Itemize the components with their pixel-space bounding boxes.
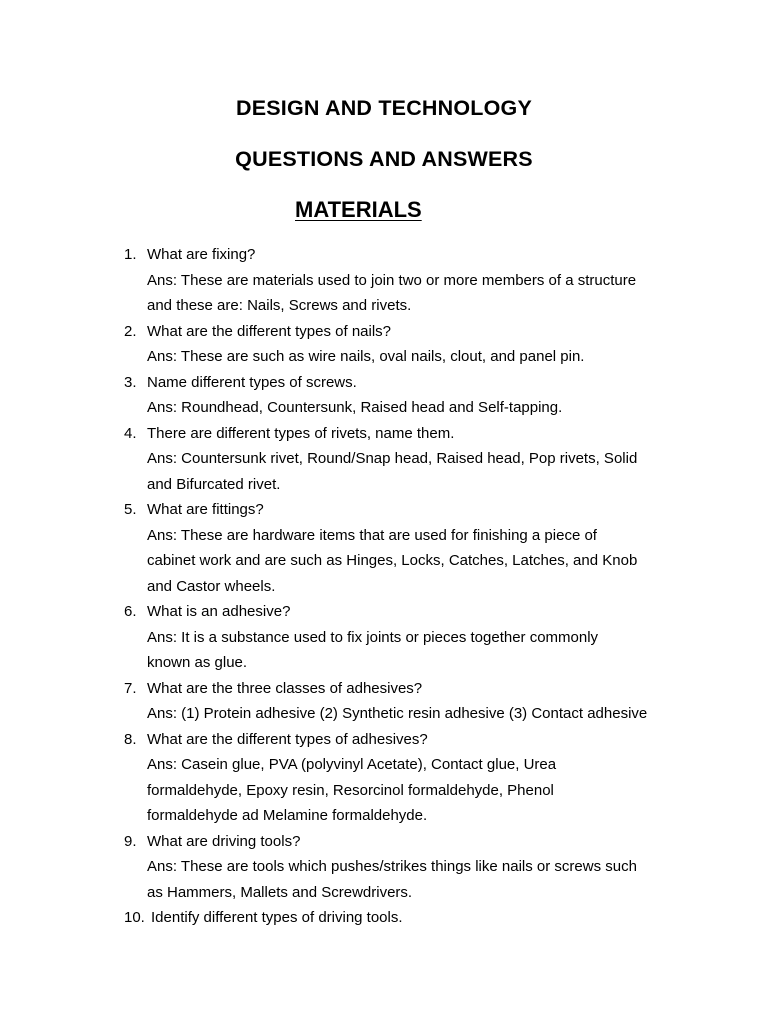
item-number: 5. [124, 501, 137, 518]
list-item [124, 727, 704, 829]
question-text: What are fittings? [147, 501, 264, 518]
list-item [124, 676, 704, 727]
question-text: What are the three classes of adhesives? [147, 679, 423, 697]
question-text: Name different types of screws. [147, 373, 357, 391]
item-number: 10. [124, 909, 145, 926]
answer-text: Ans: These are hardware items that are used for finishing a piece of cabinet work and are such as Hinges, Locks, Catches, Latches, and Knob and Castor wheels. [147, 526, 638, 595]
question-text: What are driving tools? [147, 832, 301, 850]
list-item [124, 242, 704, 319]
question-text: What are the different types of nails? [147, 322, 392, 340]
list-item [124, 319, 704, 370]
document-subtitle: QUESTIONS AND ANSWERS [235, 147, 533, 171]
question-text: What are fixing? [147, 246, 256, 263]
section-heading: MATERIALS [295, 197, 422, 222]
answer-text: Ans: (1) Protein adhesive (2) Synthetic resin adhesive (3) Contact adhesive [147, 705, 648, 722]
list-item [124, 421, 704, 498]
item-number: 2. [124, 322, 137, 340]
answer-text: Ans: These are materials used to join two or more members of a structure and these are: Nails, Screws and rivets. [147, 271, 637, 314]
question-text: What is an adhesive? [147, 603, 291, 620]
item-number: 8. [124, 730, 137, 748]
list-item [124, 829, 704, 906]
item-number: 1. [124, 246, 137, 263]
item-number: 7. [124, 679, 137, 697]
answer-text: Ans: Casein glue, PVA (polyvinyl Acetate), Contact glue, Urea formaldehyde, Epoxy resin, Resorcinol formaldehyde, Phenol formaldehyde ad Melamine formaldehyde. [147, 756, 557, 824]
item-number: 3. [124, 373, 137, 391]
answer-text: Ans: It is a substance used to fix joints or pieces together commonly known as glue. [147, 628, 599, 671]
answer-text: Ans: These are such as wire nails, oval nails, clout, and panel pin. [147, 348, 585, 365]
question-text: There are different types of rivets, name them. [147, 424, 455, 442]
answer-text: Ans: Roundhead, Countersunk, Raised head and Self-tapping. [147, 399, 563, 416]
item-number: 9. [124, 832, 137, 850]
answer-text: Ans: Countersunk rivet, Round/Snap head, Raised head, Pop rivets, Solid and Bifurcated rivet. [147, 450, 638, 493]
list-item [124, 370, 704, 421]
answer-text: Ans: These are tools which pushes/strikes things like nails or screws such as Hammers, Mallets and Screwdrivers. [147, 858, 637, 901]
item-number: 6. [124, 603, 137, 620]
question-text: Identify different types of driving tools. [151, 909, 403, 926]
list-item [124, 905, 704, 931]
question-answer-list [124, 242, 704, 931]
item-number: 4. [124, 424, 137, 442]
list-item [124, 497, 704, 599]
document-title: DESIGN AND TECHNOLOGY [235, 96, 533, 120]
question-text: What are the different types of adhesives? [147, 730, 428, 748]
list-item [124, 599, 704, 676]
